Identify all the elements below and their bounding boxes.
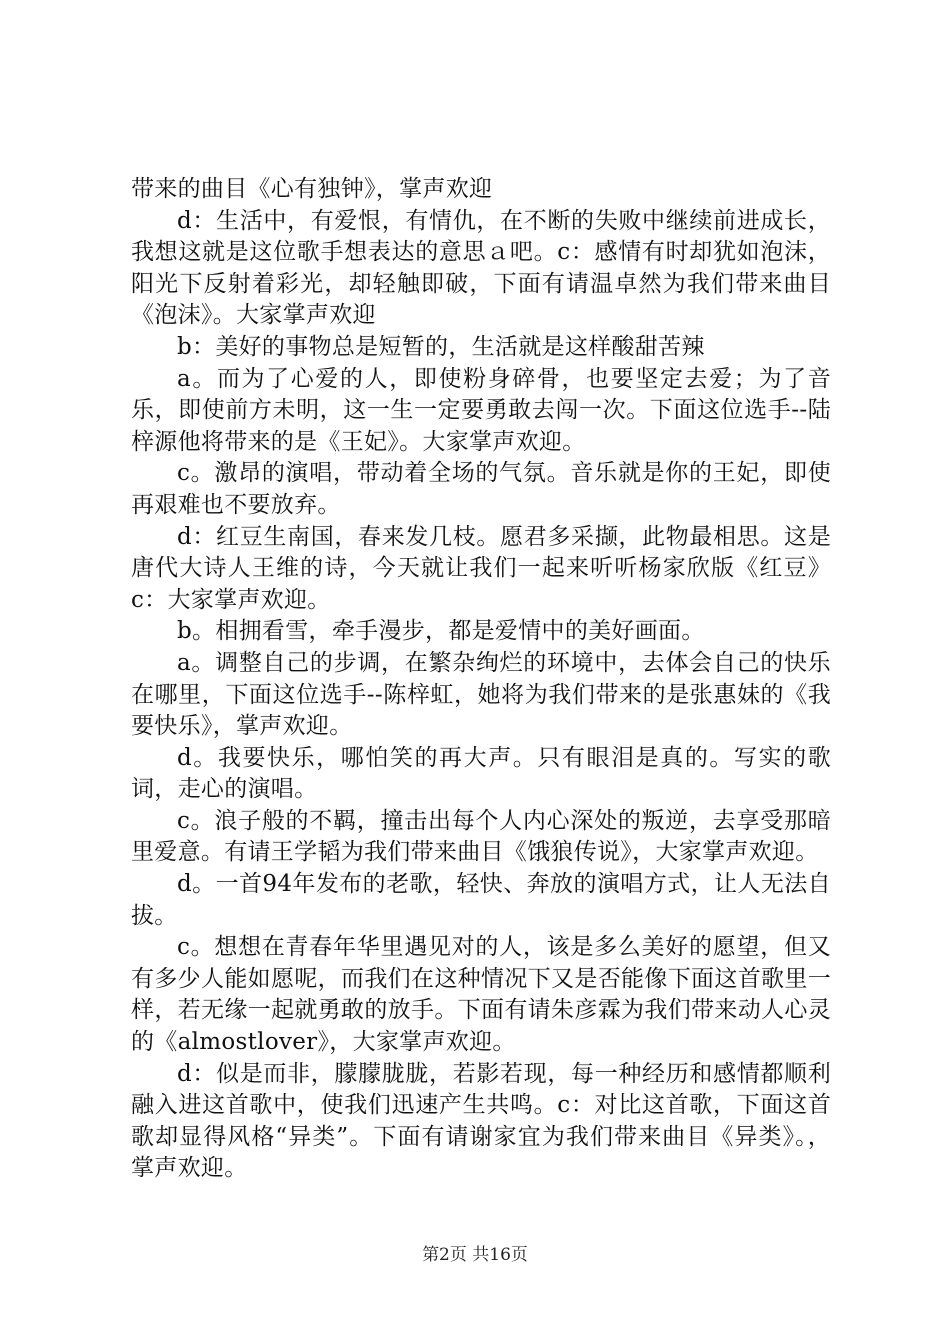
paragraph: d：似是而非，朦朦胧胧，若影若现，每一种经历和感情都顺利融入进这首歌中，使我们迅速产生共鸣。c：对比这首歌，下面这首歌却显得风格“异类”。下面有请谢家宜为我们带来曲目《异类》。，掌声欢迎。	[131, 1060, 831, 1182]
paragraph: d。一首94年发布的老歌，轻快、奔放的演唱方式，让人无法自拔。	[131, 871, 831, 929]
paragraph: b。相拥看雪，牵手漫步，都是爱情中的美好画面。	[177, 618, 705, 645]
paragraph: c。激昂的演唱，带动着全场的气氛。音乐就是你的王妃，即使再艰难也不要放弃。	[131, 460, 831, 518]
paragraph: d。我要快乐，哪怕笑的再大声。只有眼泪是真的。写实的歌词，走心的演唱。	[131, 744, 831, 803]
paragraph: c。想想在青春年华里遇见对的人，该是多么美好的愿望，但又有多少人能如愿呢，而我们在这种情况下又是否能像下面这首歌里一样，若无缘一起就勇敢的放手。下面有请朱彦霖为我们带来动人心灵的《almostlover》，大家掌声欢迎。	[131, 934, 831, 1056]
paragraph: 带来的曲目《心有独钟》，掌声欢迎	[131, 176, 493, 202]
paragraph: c。浪子般的不羁，撞击出每个人内心深处的叛逆，去享受那暗里爱意。有请王学韬为我们带来曲目《饿狼传说》，大家掌声欢迎。	[131, 807, 831, 866]
page-number: 第2页 共16页	[422, 1245, 528, 1265]
paragraph: d：生活中，有爱恨，有情仇，在不断的失败中继续前进成长，我想这就是这位歌手想表达的意思ａ吧。c：感情有时却犹如泡沫，阳光下反射着彩光，却轻触即破，下面有请温卓然为我们带来曲目《泡沫》。大家掌声欢迎	[131, 207, 831, 329]
paragraph: d：红豆生南国，春来发几枝。愿君多采撷，此物最相思。这是唐代大诗人王维的诗，今天就让我们一起来听听杨家欣版《红豆》c：大家掌声欢迎。	[131, 523, 831, 613]
paragraph: b：美好的事物总是短暂的，生活就是这样酸甜苦辣	[177, 333, 705, 360]
paragraph: a。而为了心爱的人，即使粉身碎骨，也要坚定去爱；为了音乐，即使前方未明，这一生一定要勇敢去闯一次。下面这位选手--陆梓源他将带来的是《王妃》。大家掌声欢迎。	[131, 365, 831, 455]
document-body	[131, 174, 831, 1185]
paragraph: a。调整自己的步调，在繁杂绚烂的环境中，去体会自己的快乐在哪里，下面这位选手--陈梓虹，她将为我们带来的是张惠妹的《我要快乐》，掌声欢迎。	[131, 649, 831, 740]
